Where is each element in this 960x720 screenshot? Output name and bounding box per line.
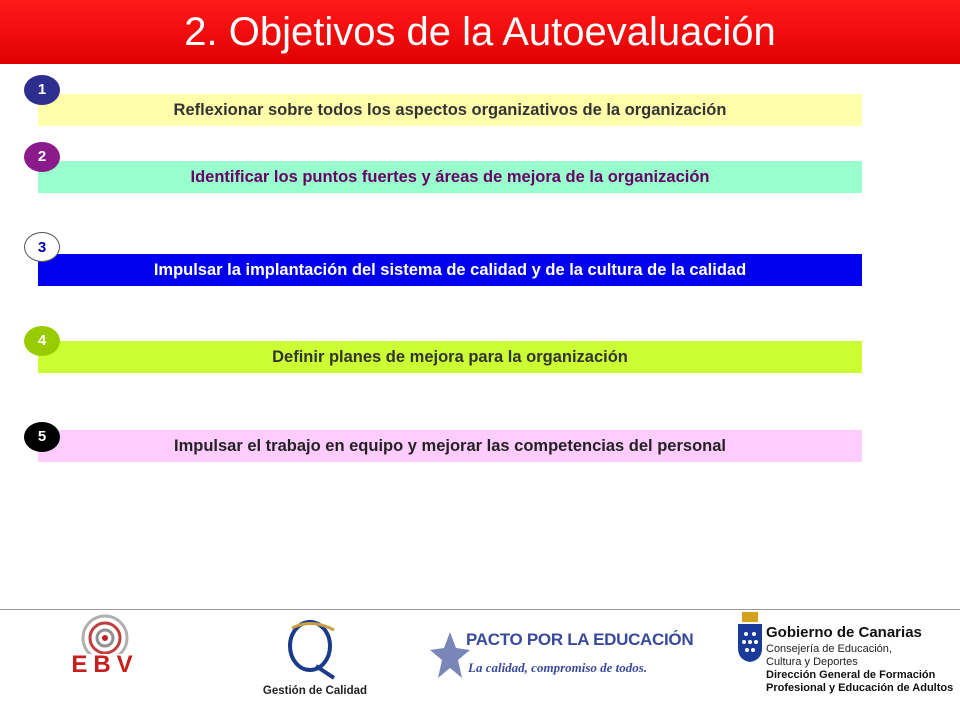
objective-number-badge: 4 (24, 326, 60, 356)
gobierno-line-1: Consejería de Educación, (766, 643, 892, 655)
pacto-subtitle: La calidad, compromiso de todos. (468, 660, 648, 675)
gobierno-line-2: Cultura y Deportes (766, 656, 858, 668)
ebv-logo-text: EBV (71, 651, 139, 678)
page-title: 2. Objetivos de la Autoevaluación (184, 10, 776, 54)
quality-logo-icon (282, 616, 342, 680)
title-bar (0, 0, 960, 64)
objective-bar: Identificar los puntos fuertes y áreas de mejora de la organización (38, 161, 862, 193)
objective-bar: Definir planes de mejora para la organización (38, 341, 862, 373)
gobierno-line-3: Dirección General de Formación (766, 669, 936, 681)
pacto-star-icon (430, 628, 470, 684)
ebv-logo (64, 612, 146, 678)
objective-bar: Impulsar la implantación del sistema de calidad y de la cultura de la calidad (38, 254, 862, 286)
pacto-title: PACTO POR LA EDUCACIÓN (466, 630, 694, 649)
objective-bar: Impulsar el trabajo en equipo y mejorar las competencias del personal (38, 430, 862, 462)
objective-bar: Reflexionar sobre todos los aspectos organizativos de la organización (38, 94, 862, 126)
gobierno-title: Gobierno de Canarias (766, 624, 922, 641)
objective-number-badge: 3 (24, 232, 60, 262)
gobierno-line-4: Profesional y Educación de Adultos (766, 682, 954, 694)
objective-number-badge: 5 (24, 422, 60, 452)
gobierno-shield-icon (736, 610, 764, 664)
footer-divider (0, 609, 960, 610)
objective-number-badge: 1 (24, 75, 60, 105)
objective-number-badge: 2 (24, 142, 60, 172)
quality-label: Gestión de Calidad (262, 685, 368, 697)
